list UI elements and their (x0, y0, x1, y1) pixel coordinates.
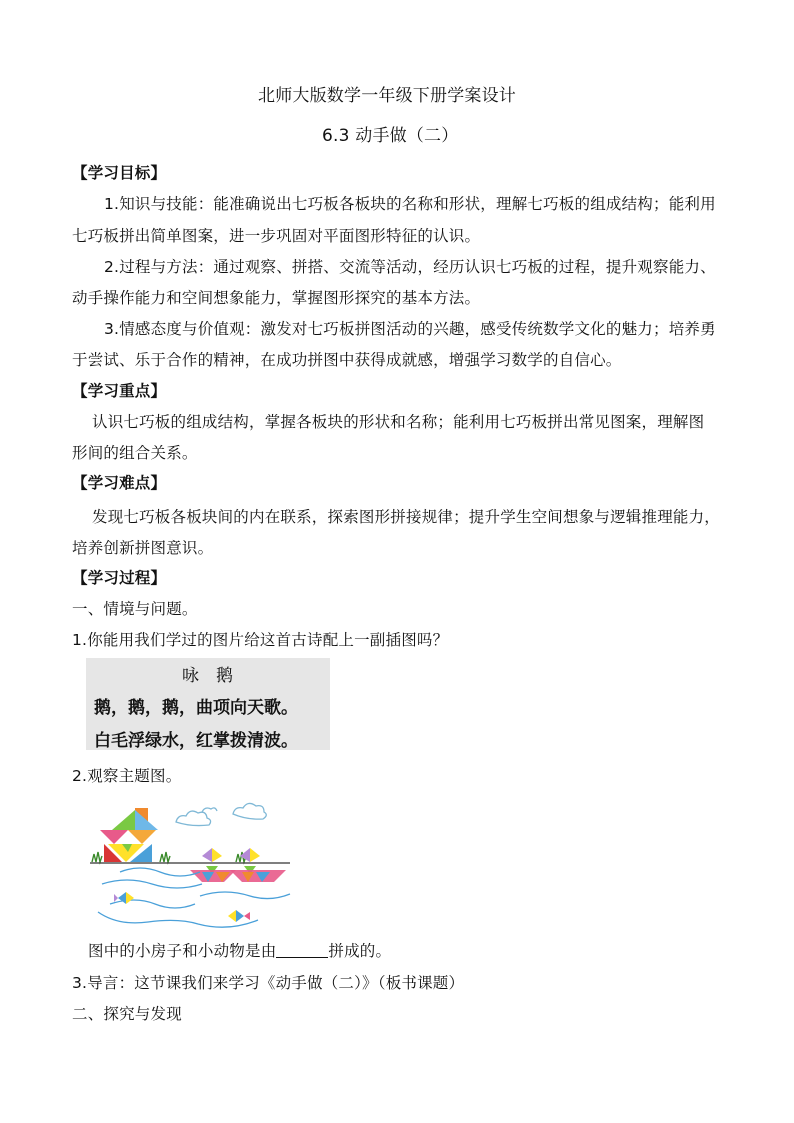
process-heading: 【学习过程】 (72, 569, 167, 587)
poem-line-2: 白毛浮绿水，红掌拨清波。 (94, 731, 298, 751)
objective-2-line-2: 动手操作能力和空间想象能力，掌握图形探究的基本方法。 (72, 289, 481, 307)
objective-3-line-1: 3.情感态度与价值观：激发对七巧板拼图活动的兴趣，感受传统数学文化的魅力；培养勇 (104, 320, 716, 338)
objective-3-line-2: 于尝试、乐于合作的精神，在成功拼图中获得成就感，增强学习数学的自信心。 (72, 351, 622, 369)
objective-1-line-1: 1.知识与技能：能准确说出七巧板各板块的名称和形状，理解七巧板的组成结构；能利用 (104, 195, 716, 213)
document-title: 北师大版数学一年级下册学案设计 (258, 86, 516, 106)
fill-in-text-before: 图中的小房子和小动物是由 (88, 942, 277, 960)
objectives-heading: 【学习目标】 (72, 164, 167, 182)
tangram-house (100, 808, 158, 862)
fill-in-text-after: 拼成的。 (328, 942, 392, 960)
question-1: 1.你能用我们学过的图片给这首古诗配上一副插图吗？ (72, 631, 449, 649)
tangram-fish-right (228, 910, 250, 922)
key-points-heading: 【学习重点】 (72, 382, 167, 400)
tangram-swan-right (230, 848, 286, 882)
difficulties-line-2: 培养创新拼图意识。 (72, 539, 214, 557)
key-points-line-1: 认识七巧板的组成结构，掌握各板块的形状和名称；能利用七巧板拼出常见图案，理解图 (92, 413, 705, 431)
objective-2-line-1: 2.过程与方法：通过观察、拼搭、交流等活动，经历认识七巧板的过程，提升观察能力、 (104, 258, 716, 276)
poem-line-1: 鹅，鹅，鹅，曲项向天歌。 (94, 698, 298, 718)
lesson-subtitle: 6.3 动手做（二） (322, 126, 459, 146)
poem-title: 咏 鹅 (182, 666, 233, 686)
tangram-scene-illustration (90, 800, 305, 935)
objective-1-line-2: 七巧板拼出简单图案，进一步巩固对平面图形特征的认识。 (72, 227, 481, 245)
difficulties-heading: 【学习难点】 (72, 474, 167, 492)
poem-box (86, 658, 330, 750)
fill-in-question (88, 941, 391, 961)
section-1-heading: 一、情境与问题。 (72, 600, 198, 618)
section-2-heading: 二、探究与发现 (72, 1005, 182, 1023)
tangram-swan-left (190, 848, 236, 882)
key-points-line-2: 形间的组合关系。 (72, 444, 198, 462)
question-3: 3.导言：这节课我们来学习《动手做（二）》（板书课题） (72, 974, 465, 992)
cloud-icon (176, 803, 266, 825)
answer-blank[interactable] (276, 943, 328, 958)
question-2: 2.观察主题图。 (72, 767, 182, 785)
difficulties-line-1: 发现七巧板各板块间的内在联系，探索图形拼接规律；提升学生空间想象与逻辑推理能力， (92, 508, 721, 526)
